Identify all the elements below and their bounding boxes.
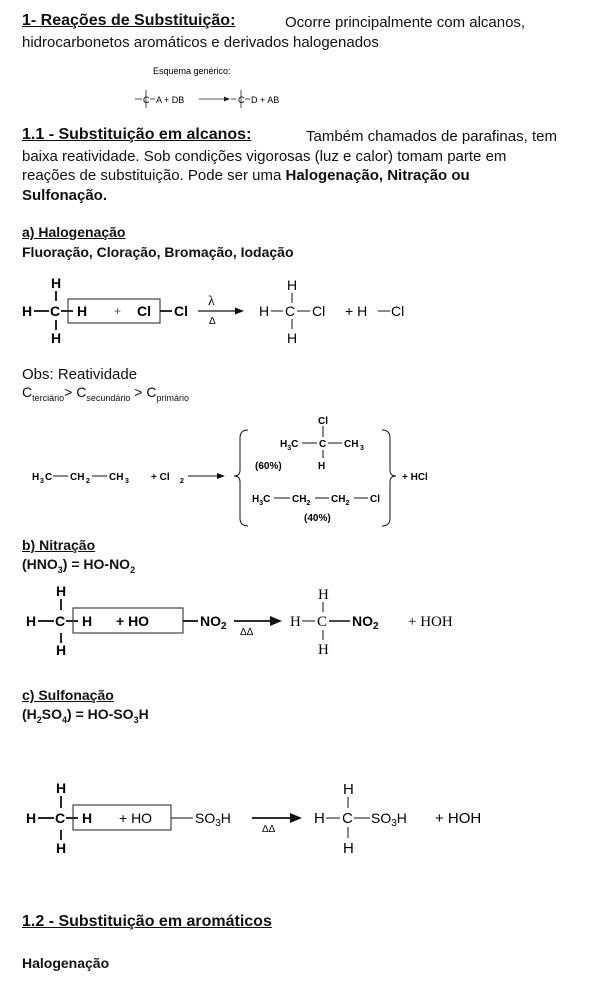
propane-ch2: CH <box>70 472 85 483</box>
sulfo-so-sub: 3 <box>215 818 221 829</box>
sulfo-carbon: C <box>55 810 66 826</box>
propane-plus-hcl: + HCl <box>402 472 428 483</box>
nitra-product-no2: $NO_2$ <box>352 613 379 632</box>
nitra-product-h-left: H <box>290 614 301 630</box>
sulfo-sub3: 3 <box>133 714 139 725</box>
section-1-1-title: 1.1 - Substituição em alcanos: <box>22 126 252 143</box>
nitra-hoh: + HOH <box>408 614 453 630</box>
sulfo-f2: SO <box>41 706 63 722</box>
sulfo-f3: ) = HO-SO <box>67 706 134 722</box>
nitra-product-h-bottom: H <box>318 642 329 658</box>
sulfo-product-h-left: H <box>314 810 325 827</box>
halo-cl: Cl <box>174 303 188 319</box>
propane-chlorination <box>30 412 450 530</box>
halo-product-carbon: C <box>285 303 296 319</box>
sulfo-so: SO <box>195 810 216 826</box>
nitra-carbon: C <box>55 613 66 629</box>
nitra-no2-sub: 2 <box>221 621 227 632</box>
sulfo-h-left: H <box>26 810 37 826</box>
scheme-carbon-left: C <box>143 95 150 105</box>
sulfo-so-h: H <box>220 810 231 826</box>
sulfo-f1: (H <box>22 706 37 722</box>
iso-percent: (60%) <box>255 461 282 472</box>
secundario-label: secundário <box>86 392 131 403</box>
sulfo-so3h <box>195 810 231 829</box>
sulfonation-reaction <box>18 775 498 861</box>
gt-1: > <box>64 384 73 400</box>
iso-c: C <box>319 439 327 450</box>
section-1-1-text-3 <box>22 166 470 185</box>
nitra-h-boxed: H <box>82 613 93 629</box>
section-1-1-text-4: Sulfonação. <box>22 187 108 204</box>
reatividade-order <box>22 384 189 403</box>
halo-product-h-bottom: H <box>287 330 298 346</box>
npr-sub2a: 2 <box>306 500 311 507</box>
propane-sub3b: 3 <box>125 478 129 485</box>
iso-ch3-sub: 3 <box>360 445 364 452</box>
scheme-label: Esquema genérico: <box>153 66 231 76</box>
nitracao-sub2: 2 <box>130 564 136 575</box>
halo-hcl-cl: Cl <box>391 303 405 319</box>
halo-arrow-heat: Δ <box>209 316 216 327</box>
propane-h: H <box>32 472 40 483</box>
propane-cl2-sub: 2 <box>180 478 184 485</box>
sulfonacao-heading: c) Sulfonação <box>22 687 114 703</box>
section-1-1-text-3-normal: reações de substituição. Pode ser uma <box>22 167 282 184</box>
sulfo-arrow-label: ΔΔ <box>262 824 276 835</box>
halo-h-boxed: H <box>77 303 88 319</box>
section-1-2-title: 1.2 - Substituição em aromáticos <box>22 913 272 930</box>
sulfo-product-h-bottom: H <box>343 840 354 857</box>
halo-product-h-top: H <box>287 277 298 293</box>
nitra-no2: $NO_2$ <box>200 613 227 632</box>
sulfo-product-h: H <box>396 810 407 826</box>
halo-cl-boxed: Cl <box>137 303 151 319</box>
sulfo-product-so3h <box>371 810 407 829</box>
halo-h-left: H <box>22 303 33 319</box>
section-1-intro-line-2: hidrocarbonetos aromáticos e derivados halogenados <box>22 34 379 51</box>
npropyl-ch2b: $CH_2$ <box>331 494 350 507</box>
halo-h-top: H <box>51 275 62 291</box>
c-primario: C <box>146 384 157 400</box>
sulfo-hoh: + HOH <box>435 810 482 827</box>
c-terciario: C <box>22 384 33 400</box>
sulfo-product-h-top: H <box>343 781 354 798</box>
sulfo-sub2: 2 <box>36 714 42 725</box>
nitra-arrow-label: ΔΔ <box>240 627 254 638</box>
scheme-lhs: A + DB <box>156 95 185 105</box>
nitra-product-h-top: H <box>318 587 329 603</box>
gt-2: > <box>134 384 143 400</box>
iso-cl: Cl <box>318 416 328 427</box>
sulfo-product-sub: 3 <box>391 818 397 829</box>
iso-h3c-sub: 3 <box>287 445 292 452</box>
nitracao-sub3: 3 <box>57 564 63 575</box>
nitracao-heading: b) Nitração <box>22 537 96 553</box>
nitra-plus-ho: + HO <box>116 613 150 629</box>
nitration-reaction <box>18 580 478 660</box>
section-1-intro-line-1: Ocorre principalmente com alcanos, <box>285 14 526 31</box>
npr-sub3: 3 <box>259 500 264 507</box>
reatividade-obs: Obs: Reatividade <box>22 366 138 383</box>
propane-sub2: 2 <box>86 478 90 485</box>
halo-arrow-light: λ <box>208 294 215 309</box>
nitra-product-no2-sub: 2 <box>373 621 379 632</box>
halogenacao-types: Fluoração, Cloração, Bromação, Iodação <box>22 244 294 260</box>
npropyl-ch2a: $CH_2$ <box>292 494 311 507</box>
sulfo-product-carbon: C <box>342 810 353 827</box>
section-1-title: 1- Reações de Substituição: <box>22 12 236 29</box>
scheme-carbon-right: C <box>238 95 245 105</box>
halo-hcl: + H <box>345 303 368 319</box>
nitra-product-carbon: C <box>317 614 328 630</box>
section-1-1-text-1: Também chamados de parafinas, tem <box>306 128 557 145</box>
iso-h: H <box>318 461 326 472</box>
halo-product-cl: Cl <box>312 303 326 319</box>
sulfo-sub4: 4 <box>62 714 68 725</box>
section-1-1-text-2: baixa reatividade. Sob condições vigorosas (luz e calor) tomam parte em <box>22 148 507 165</box>
sulfo-product-so: SO <box>371 810 392 826</box>
nitra-h-top: H <box>56 583 67 599</box>
halo-plus: + <box>114 304 122 318</box>
nitracao-formula-1: (HNO <box>22 556 58 572</box>
halo-h-bottom: H <box>51 330 62 346</box>
propane-sub3a: 3 <box>40 478 44 485</box>
section-1-2-halogenacao: Halogenação <box>22 955 110 971</box>
nitra-h-left: H <box>26 613 37 629</box>
halogenation-reaction <box>18 268 418 358</box>
halogenacao-heading: a) Halogenação <box>22 224 126 240</box>
npropyl-h3c: $H_3C$ <box>252 494 271 507</box>
halo-product-h-left: H <box>259 303 270 319</box>
section-1-1-text-3-bold: Halogenação, Nitração ou <box>285 167 470 184</box>
sulfo-f4: H <box>138 706 149 722</box>
nitracao-formula <box>22 556 135 575</box>
halo-carbon: C <box>50 303 61 319</box>
sulfo-h-bottom: H <box>56 840 67 856</box>
sulfo-h-boxed: H <box>82 810 93 826</box>
generic-scheme <box>120 62 320 114</box>
sulfo-h-top: H <box>56 780 67 796</box>
iso-ch3: CH <box>344 439 359 450</box>
nitra-h-bottom: H <box>56 642 67 658</box>
nitracao-formula-2: ) = HO-NO <box>62 556 131 572</box>
npr-sub2b: 2 <box>345 500 350 507</box>
sulfonacao-formula <box>22 706 149 725</box>
propane-c1: C <box>45 472 53 483</box>
c-secundario: C <box>76 384 87 400</box>
sulfo-plus-ho: + HO <box>119 810 153 826</box>
scheme-rhs: D + AB <box>251 95 280 105</box>
propane-ch3: CH <box>109 472 124 483</box>
primario-label: primário <box>156 392 189 403</box>
iso-h3c: $H_3C$ <box>280 439 299 452</box>
terciario-label: terciário <box>32 392 65 403</box>
npropyl-cl: Cl <box>370 494 380 505</box>
propane-plus-cl2: + Cl <box>151 472 170 483</box>
npropyl-percent: (40%) <box>304 513 331 524</box>
